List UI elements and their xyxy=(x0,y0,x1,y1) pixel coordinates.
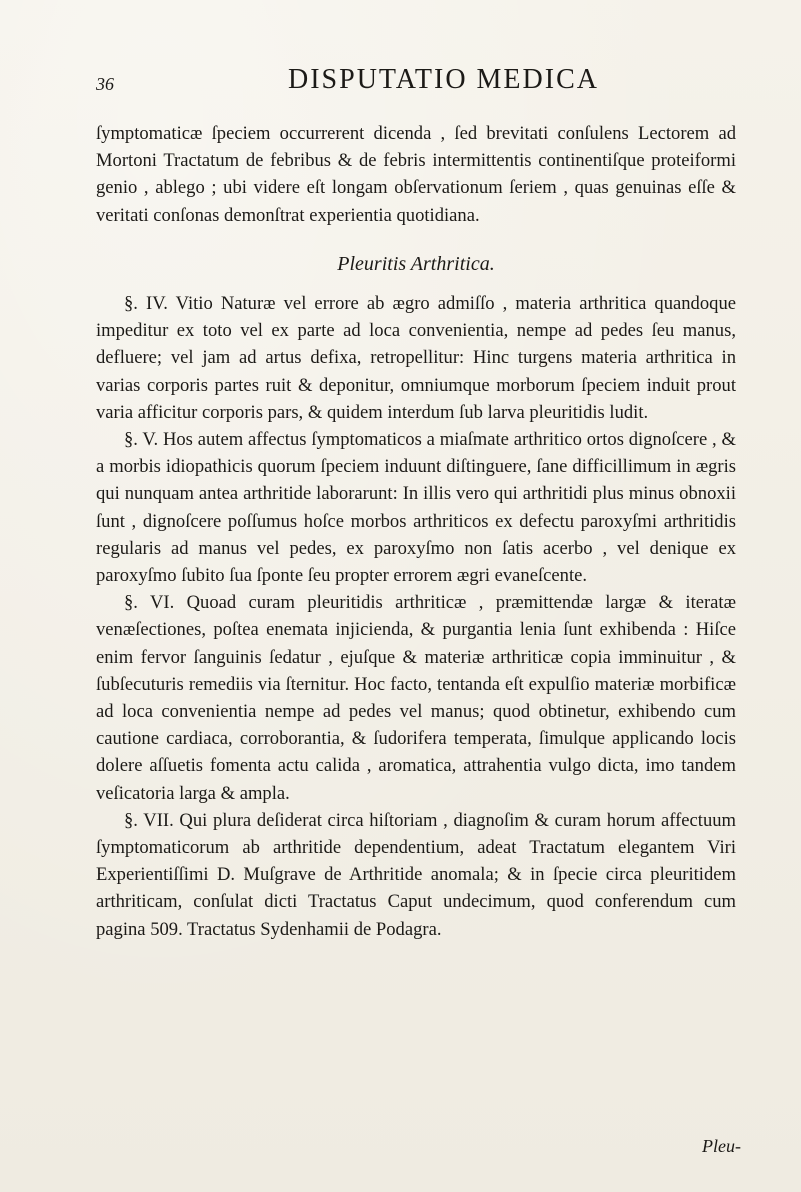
page-header xyxy=(0,64,801,104)
paragraph-vi: §. VI. Quoad curam pleuritidis arthriticæ , præmittendæ largæ & iteratæ venæſectiones, poſtea enemata injicienda, & purgantia lenia ſunt exhibenda : Hiſce enim fervor ſanguinis ſedatur , ejuſque & materiæ arthriticæ copia imminuitur , & ſubſecuturis remediis via ſternitur. Hoc facto, tentanda eſt expulſio materiæ morbificæ ad loca convenientia nempe ad pedes vel manus; quod obtinetur, exhibendo cum cautione cardiaca, corroborantia, & ſudorifera temperata, ſimulque applicando locis dolere aſſuetis fomenta actu calida , aromatica, attrahentia vulgo dicta, imo tandem veſicatoria larga & ampla. xyxy=(96,592,736,804)
paragraph-iv: §. IV. Vitio Naturæ vel errore ab ægro admiſſo , materia arthritica quandoque impeditur ex toto vel ex parte ad loca convenientia, nempe ad pedes ſeu manus, defluere; vel jam ad artus defixa, retropellitur: Hinc turgens materia arthritica in varias corporis partes ruit & deponitur, omniumque morborum ſpeciem induit prout varia afficitur corporis pars, & quidem interdum ſub larva pleuritidis ludit. xyxy=(96,293,736,423)
section-title: Pleuritis Arthritica. xyxy=(337,252,495,275)
running-head: DISPUTATIO MEDICA xyxy=(288,64,599,95)
catchword: Pleu- xyxy=(702,1136,741,1156)
intro-paragraph: ſymptomaticæ ſpeciem occurrerent dicenda , ſed brevitati conſulens Lectorem ad Mortoni Tractatum de febribus & de febris intermittentis continentiſque proteiformi genio , ablego ; ubi videre eſt longam obſervationum ſeriem , quas genuinas eſſe & veritati conſonas demonſtrat experientia quotidiana. xyxy=(96,123,736,226)
page-body xyxy=(96,120,736,943)
paragraph-vii: §. VII. Qui plura deſiderat circa hiſtoriam , diagnoſim & curam horum affectuum ſymptomaticorum ab arthritide dependentium, adeat Tractatum elegantem Viri Experientiſſimi D. Muſgrave de Arthritide anomala; & in ſpecie circa pleuritidem arthriticam, conſulat dicti Tractatus Caput undecimum, quod conferendum cum pagina 509. Tractatus Sydenhamii de Podagra. xyxy=(96,809,736,940)
page-number: 36 xyxy=(96,74,114,94)
paragraph-v: §. V. Hos autem affectus ſymptomaticos a miaſmate arthritico ortos dignoſcere , & a morbis idiopathicis quorum ſpeciem induunt diſtinguere, ſane difficillimum in ægris qui nunquam antea arthritide laborarunt: In illis vero qui arthritidi plus minus obnoxii ſunt , dignoſcere poſſumus hoſce morbos arthriticos ex defectu paroxyſmi arthritidis regularis ad manus vel pedes, ex paroxyſmo non ſatis acerbo , vel denique ex paroxyſmo ſubito ſua ſponte ſeu propter errorem ægri evaneſcente. xyxy=(96,429,736,587)
